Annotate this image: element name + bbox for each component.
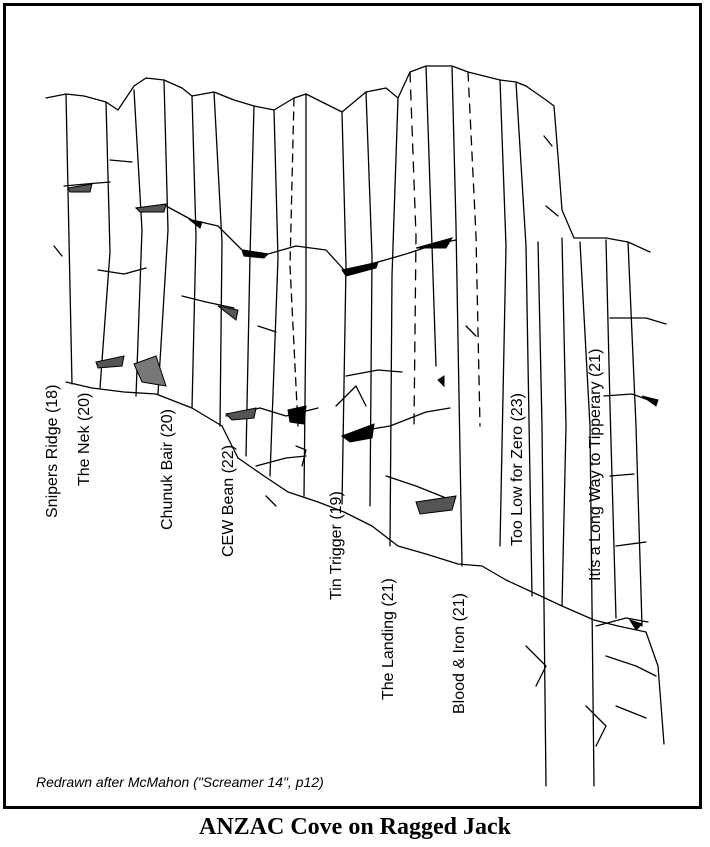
column-crack [562,238,566,606]
detail-mark [336,386,366,406]
column-crack [66,94,72,384]
column-crack [500,80,506,546]
cliff-outline [46,66,650,252]
ledge-line [606,656,656,676]
route-label-snipers-ridge: Snipers Ridge (18) [44,384,61,518]
column-crack [290,98,298,426]
detail-mark [54,246,62,256]
route-label-long-way-to-tipperary: Itís a Long Way to Tipperary (21) [587,348,604,581]
route-label-cew-bean: CEW Bean (22) [220,444,237,557]
column-crack [426,66,436,366]
column-crack [246,106,254,456]
detail-mark [466,326,476,336]
roof-shading [288,406,306,424]
ledge-line [610,318,666,324]
column-crack [100,102,110,388]
column-crack [410,72,416,426]
column-crack [606,240,616,618]
ledge-line [98,268,146,274]
ledge-line [182,296,234,308]
roof-shading [438,376,444,386]
route-label-tin-trigger: Tin Trigger (19) [328,491,345,600]
roof-shading [416,238,452,248]
column-crack [366,92,372,506]
diagram-frame [3,3,702,809]
route-label-the-landing: The Landing (21) [380,578,397,700]
column-crack [304,94,306,496]
ledge-line [346,370,402,376]
column-crack [158,80,168,394]
roof-shading [242,250,268,258]
column-crack [270,110,278,476]
route-label-too-low-for-zero: Too Low for Zero (23) [509,393,526,546]
column-crack [538,242,546,786]
detail-mark [544,136,552,146]
route-label-chunuk-bair: Chunuk Bair (20) [159,409,176,530]
column-crack [192,96,196,408]
roof-shading [96,356,124,368]
detail-mark [546,206,558,216]
roof-shading [642,396,658,406]
ledge-line [110,160,132,162]
roof-shading [226,408,256,420]
ledge-line [616,542,646,546]
detail-mark [586,706,606,746]
column-crack [468,72,480,426]
route-label-blood-iron: Blood & Iron (21) [451,593,468,714]
column-crack [628,242,642,626]
roof-shading [342,424,374,442]
ledge-line [258,326,276,332]
credit-note: Redrawn after McMahon ("Screamer 14", p12) [36,774,324,790]
ledge-line [136,206,456,272]
ledge-line [610,474,634,476]
column-crack [342,112,346,504]
ledge-line [256,456,306,466]
roof-shading [416,496,456,514]
ledge-line [386,476,446,498]
ledge-line [616,706,646,718]
column-crack [452,66,462,566]
roof-shading [134,356,166,386]
figure-caption: ANZAC Cove on Ragged Jack [199,814,511,840]
detail-mark [526,646,546,686]
roof-shading [342,262,378,276]
route-label-the-nek: The Nek (20) [76,392,93,486]
detail-mark [266,496,276,506]
column-crack [214,92,222,426]
column-crack [134,90,142,396]
